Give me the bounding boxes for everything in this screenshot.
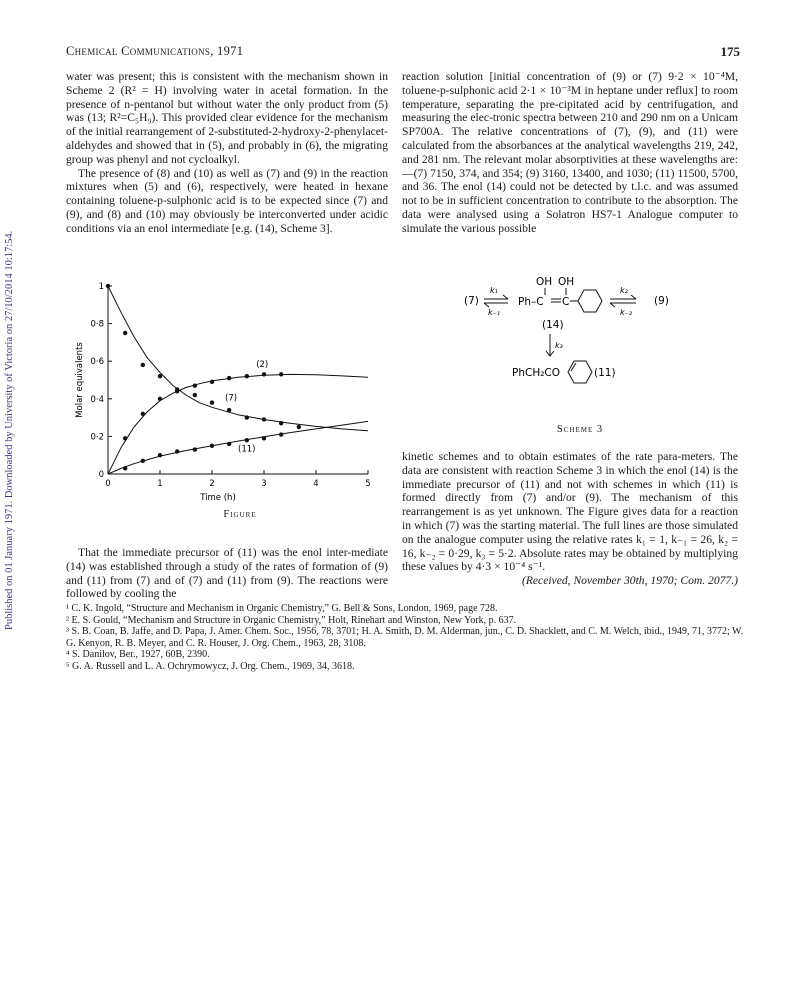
right-column-text-top	[402, 70, 738, 236]
paragraph: The presence of (8) and (10) as well as (7) and (9) in the reaction mixtures when (5) and (6), respectively, were heated in hexane containing toluene-p-sulphonic acid is to be expected since (7) and (9), and (8) and (10) may obviously be interconverted under acidic conditions via an enol intermediate [e.g. (14), Scheme 3].	[66, 166, 388, 235]
x-tick-label: 0	[105, 479, 111, 489]
scheme-caption: Scheme 3	[556, 424, 604, 435]
enol-oh-2: OH	[558, 276, 575, 288]
right-column-text-bottom	[402, 450, 738, 574]
paragraph: water was present; this is consistent with the mechanism shown in Scheme 2 (R² = H) involving water in acetal formation. In the presence of n-pentanol but without water the only product from (5) was (13; R²=C₅H₉). This provided clear evidence for the mechanism of the initial rearrangement of 2-substituted-2-hydroxy-2-phenylacet-aldehydes and showed that in (5), and probably in (6), the migrating group was phenyl and not cycloalkyl.	[66, 70, 388, 166]
y-tick-label: 0	[98, 470, 104, 480]
data-point-9	[193, 383, 197, 387]
y-tick-label: 1	[98, 282, 104, 292]
paragraph: reaction solution [initial concentration of (9) or (7) 9·2 × 10⁻⁴M, toluene-p-sulphonic acid 2·1 × 10⁻³M in heptane under reflux] to room temperature, separating the pre-cipitated acid by centrifugation, and measuring the elec-tronic spectra between 210 and 290 nm on a Unicam SP700A. The relative concentrations of (7), (9), and (11) were calculated from the absorbances at the analytical wavelengths 219, 242, and 281 nm. The relevant molar absorptivities at these wavelengths are:—(7) 7150, 374, and 354; (9) 3160, 13400, and 1030; (11) 11500, 5700, and 36. The enol (14) could not be detected by t.l.c. and was assumed not to be in sufficient concentration to contribute to the absorption. The data were analysed using a Solatron HS7-1 Analogue computer to simulate the various possible	[402, 70, 738, 235]
left-column-text	[66, 70, 388, 236]
x-tick-label: 2	[209, 479, 215, 489]
figure-points	[106, 284, 301, 471]
data-point-11	[123, 466, 127, 470]
x-axis-label: Time (h)	[200, 493, 236, 503]
reference-item: ⁵ G. A. Russell and L. A. Ochrymowycz, J. Org. Chem., 1969, 34, 3618.	[66, 660, 355, 672]
rate-k1: k₁	[490, 286, 498, 295]
journal-name: Chemical Communications	[66, 44, 211, 58]
data-point-9	[175, 389, 179, 393]
paragraph: That the immediate precursor of (11) was the enol inter-mediate (14) was established through a study of the rates of formation of (9) and (11) from (7) and of (7) and (11) from (9). The reactions were followed by cooling the	[66, 546, 388, 601]
rate-k2: k₂	[620, 286, 628, 295]
product-11-label: (11)	[594, 367, 616, 379]
product-formula: PhCH₂CO	[512, 367, 561, 379]
data-point-7	[141, 363, 145, 367]
data-point-9	[158, 397, 162, 401]
figure-axes	[75, 282, 371, 503]
page-number: 175	[720, 44, 740, 59]
data-point-11	[227, 442, 231, 446]
x-tick-label: 4	[313, 479, 319, 489]
data-point-7	[193, 393, 197, 397]
data-point-7	[297, 425, 301, 429]
enol-14-label: (14)	[542, 319, 564, 331]
curve-annotation: (11)	[238, 444, 256, 455]
rate-k3: k₃	[555, 341, 563, 350]
curve-7	[108, 286, 368, 431]
compound-9-label: (9)	[654, 295, 669, 307]
x-tick-label: 1	[157, 479, 163, 489]
enol-oh-1: OH	[536, 276, 553, 288]
journal-year: , 1971	[210, 44, 244, 58]
data-point-9	[141, 412, 145, 416]
curve-9	[108, 374, 368, 474]
reference-item: ⁴ S. Danilov, Ber., 1927, 60B, 2390.	[66, 649, 210, 661]
arrow-k-2-head	[610, 303, 615, 307]
reaction-scheme	[460, 276, 730, 422]
data-point-11	[245, 438, 249, 442]
data-point-7	[123, 331, 127, 335]
provenance-text: Published on 01 January 1971. Downloaded by University of Victoria on 27/10/2014 10:17:54.	[4, 230, 15, 630]
references	[66, 603, 746, 673]
data-point-7	[227, 408, 231, 412]
data-point-7	[158, 374, 162, 378]
y-tick-label: 0·4	[90, 394, 104, 405]
running-header	[66, 44, 243, 59]
arrow-k1-head	[503, 295, 508, 299]
rate-k-2: k₋₂	[620, 308, 633, 317]
arrow-k2-head	[631, 295, 636, 299]
compound-7-label: (7)	[464, 295, 479, 307]
data-point-9	[123, 436, 127, 440]
y-tick-label: 0·6	[90, 357, 104, 368]
y-tick-label: 0·8	[90, 319, 104, 330]
reference-item: ¹ C. K. Ingold, “Structure and Mechanism in Organic Chemistry,” G. Bell & Sons, London, 1969, page 728.	[66, 603, 498, 614]
kinetics-figure	[66, 278, 386, 508]
data-point-7	[279, 421, 283, 425]
data-point-11	[279, 432, 283, 436]
data-point-9	[227, 376, 231, 380]
curve-annotation: (2)	[256, 359, 269, 370]
data-point-9	[279, 372, 283, 376]
reference-item: ² E. S. Gould, “Mechanism and Structure in Organic Chemistry,” Holt, Rinehart and Winston, New York, p. 637.	[66, 614, 517, 626]
x-tick-label: 5	[365, 479, 371, 489]
data-point-9	[262, 372, 266, 376]
data-point-7	[245, 415, 249, 419]
enol-formula-mid: C	[562, 296, 570, 308]
y-tick-label: 0·2	[90, 432, 104, 443]
enol-formula-left: Ph–C	[518, 296, 544, 308]
y-axis-label: Molar equivalents	[75, 342, 85, 418]
reference-item: ³ S. B. Coan, B. Jaffe, and D. Papa, J. Amer. Chem. Soc., 1956, 78, 3701; H. A. Smith, D. M. Alderman, jun., C. D. Shacklett, and C. M. Welch, ibid., 1949, 71, 3772; W. G. Kenyon, R. B. Meyer, and C. R. Houser, J. Org. Chem., 1963, 28, 3108.	[66, 626, 744, 649]
rate-k-1: k₋₁	[488, 308, 501, 317]
data-point-7	[262, 417, 266, 421]
data-point-11	[141, 459, 145, 463]
x-tick-label: 3	[261, 479, 267, 489]
provenance-side-note	[2, 130, 18, 630]
data-point-11	[193, 447, 197, 451]
data-point-11	[262, 436, 266, 440]
data-point-7	[210, 400, 214, 404]
arrow-k-1-head	[484, 303, 489, 307]
left-column-text-bottom	[66, 546, 388, 601]
cyclohexylidene-ring	[578, 290, 602, 312]
cyclohexenyl-ring	[568, 361, 592, 383]
data-point-9	[245, 374, 249, 378]
data-point-11	[210, 444, 214, 448]
paragraph: kinetic schemes and to obtain estimates of the rate para-meters. The data are consistent with reaction Scheme 3 in which the enol (14) is the immediate precursor of (11) and not with schemes in which (11) is formed directly from (7) and/or (9). The mechanism of this rearrangement is as yet unknown. The Figure gives data for a reaction in which (7) was the starting material. The full lines are those simulated on the analogue computer using the relative rates k₁ = 1, k₋₁ = 26, k₂ = 16, k₋₂ = 0·29, k₃ = 5·2. Absolute rates may be obtained by multiplying these values by 4·3 × 10⁻⁴ s⁻¹.	[402, 450, 738, 574]
received-date: (Received, November 30th, 1970; Com. 2077.)	[521, 574, 738, 587]
data-point-9	[210, 380, 214, 384]
curve-annotation: (7)	[225, 393, 238, 404]
figure-caption: Figure	[223, 509, 257, 520]
data-point-11	[175, 449, 179, 453]
data-point-11	[158, 453, 162, 457]
data-point-7	[106, 284, 110, 288]
